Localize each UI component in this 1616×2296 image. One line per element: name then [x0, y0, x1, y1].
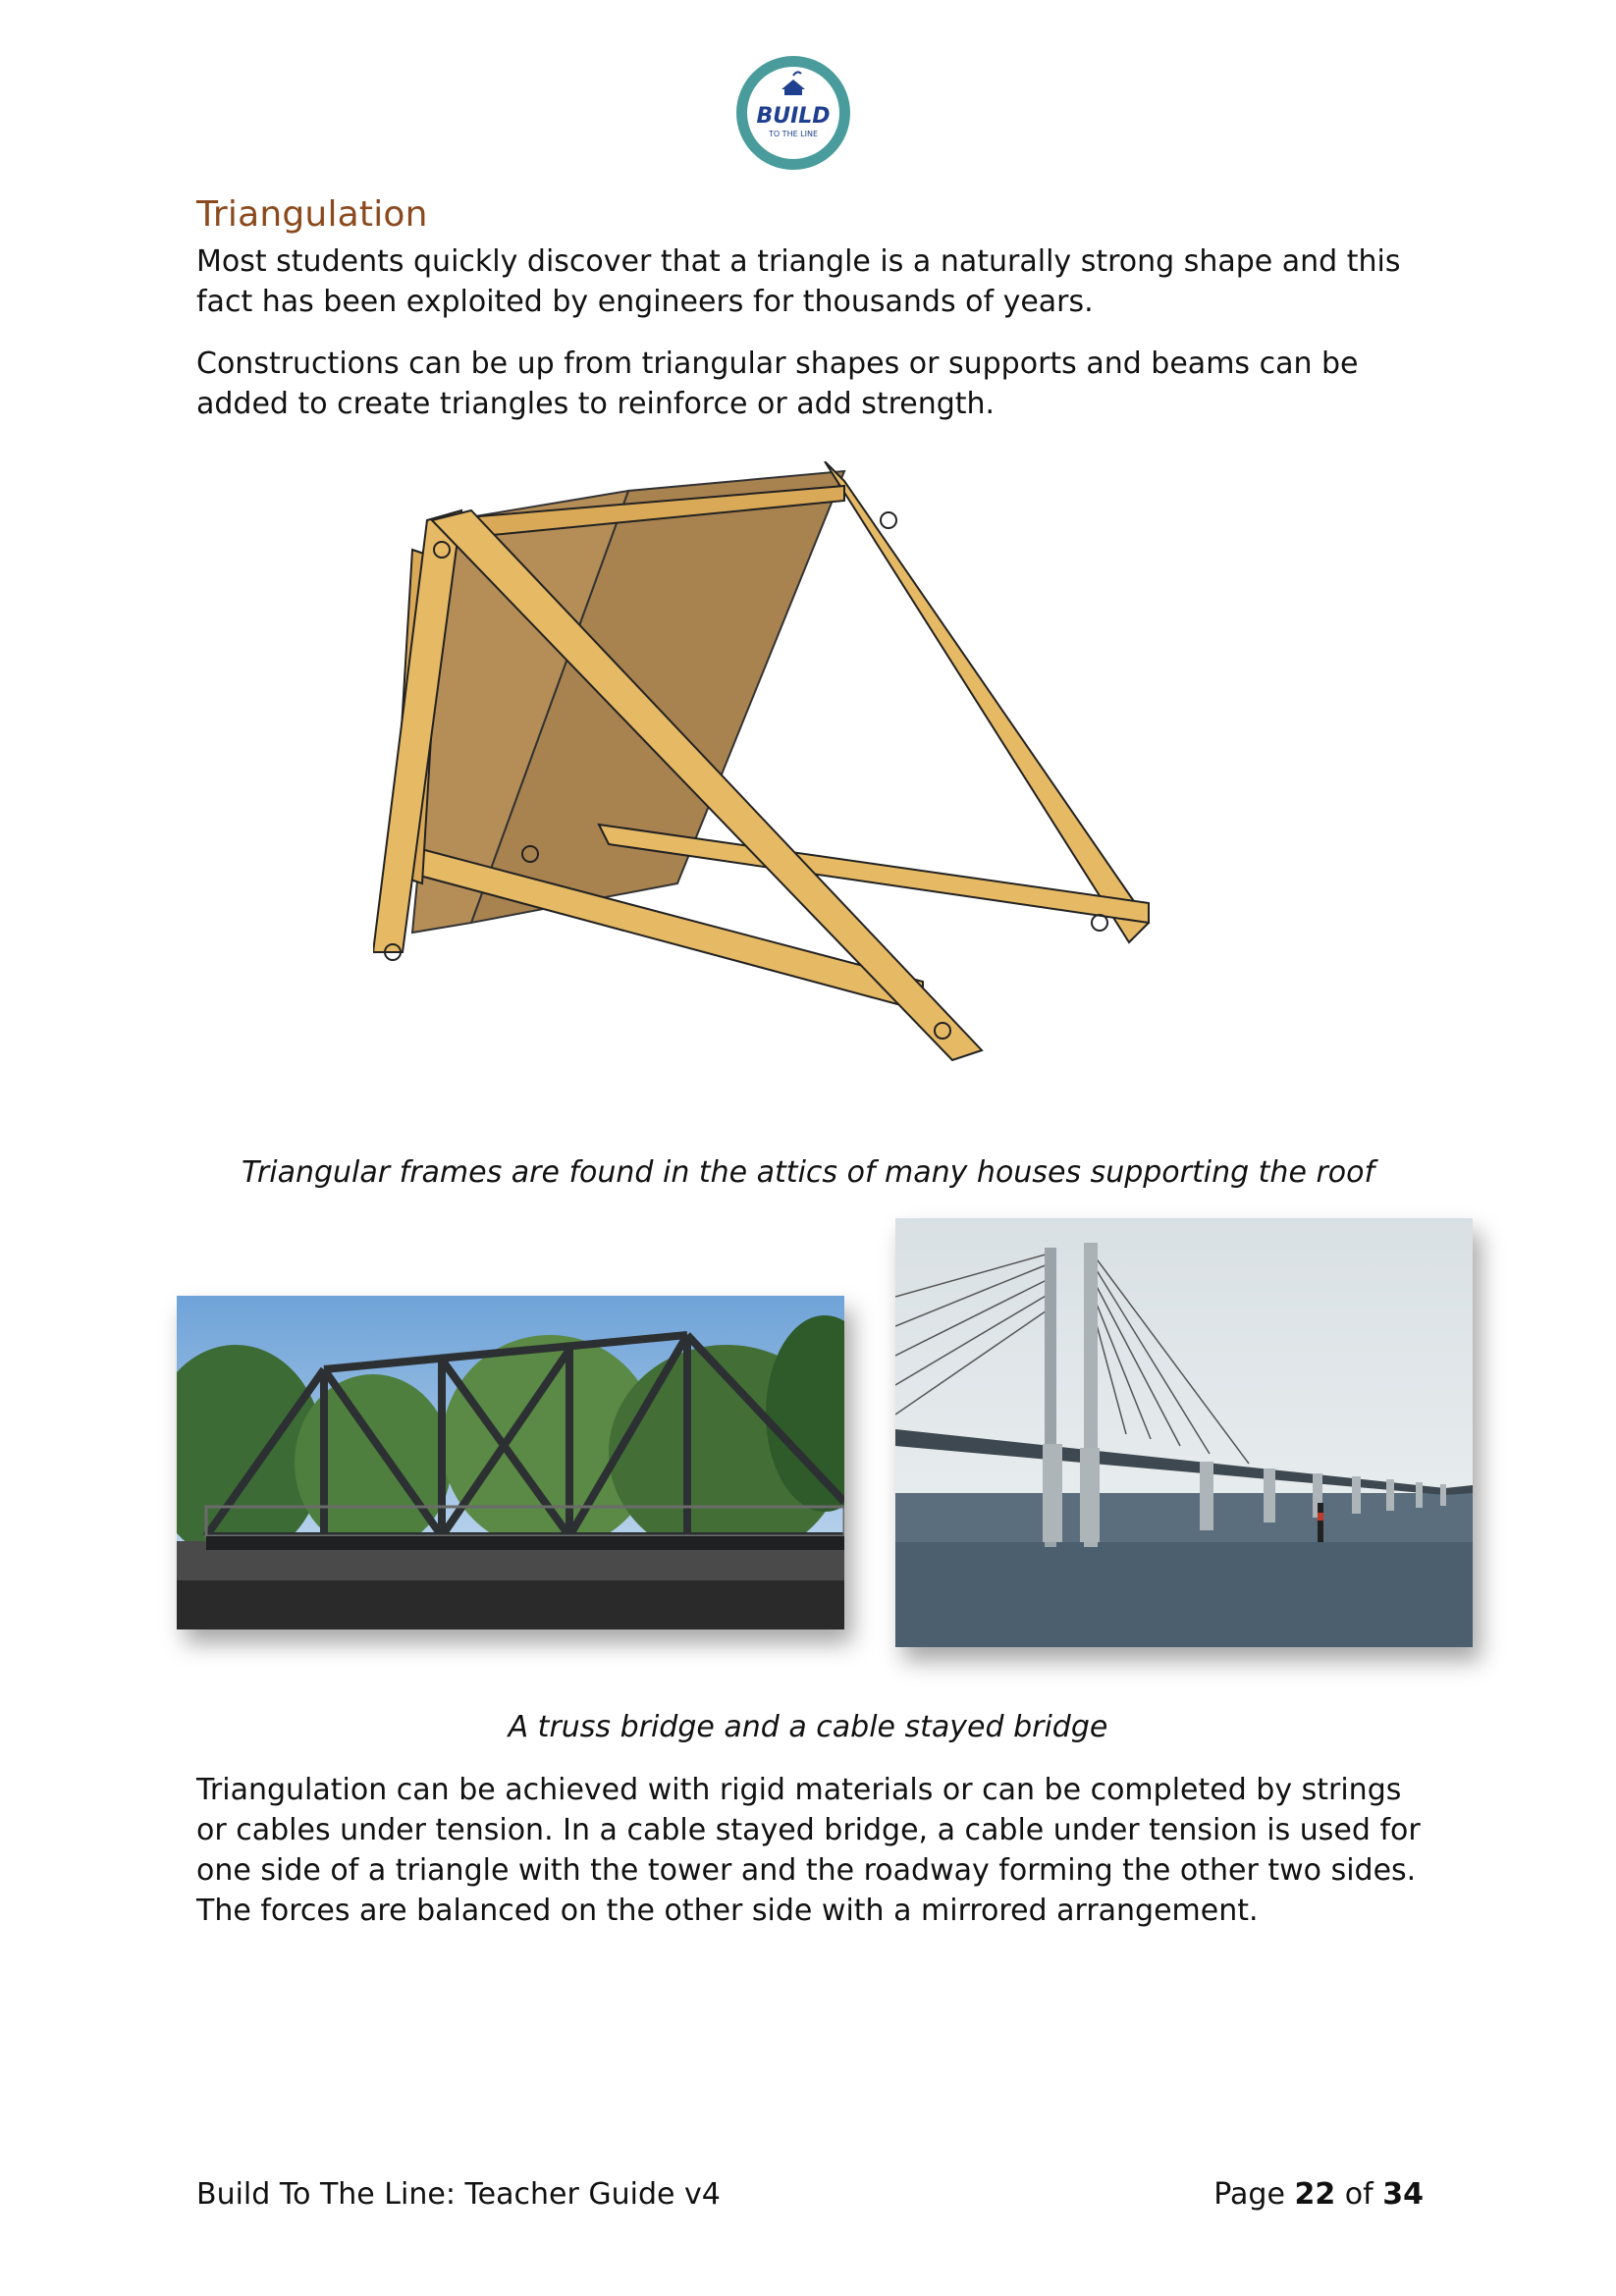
build-to-the-line-logo	[732, 52, 854, 174]
frame-caption: Triangular frames are found in the attics of many houses supporting the roof	[241, 1155, 1375, 1190]
footer-page-word: Page	[1213, 2177, 1285, 2212]
footer-page-current: 22	[1294, 2177, 1336, 2212]
bridges-caption: A truss bridge and a cable stayed bridge	[508, 1710, 1108, 1744]
section-heading: Triangulation	[196, 194, 428, 235]
paragraph-intro: Most students quickly discover that a triangle is a naturally strong shape and this fact has been exploited by engineers for thousands of years.	[196, 244, 1401, 319]
footer-page-of: of	[1344, 2177, 1374, 2212]
paragraph-cable-tension: Triangulation can be achieved with rigid materials or can be completed by strings or cables under tension. In a cable stayed bridge, a cable under tension is used for one side of a triangle with the tower and the roadway forming the other two sides. The forces are balanced on the other side with a mirrored arrangement.	[196, 1773, 1421, 1928]
logo-text-to-the-line: TO THE LINE	[768, 130, 819, 138]
footer-page-number	[1213, 2177, 1424, 2212]
cable-stayed-bridge-photo	[895, 1218, 1473, 1647]
footer-document-title: Build To The Line: Teacher Guide v4	[196, 2177, 721, 2212]
truss-bridge-photo	[177, 1296, 844, 1629]
paragraph-constructions: Constructions can be up from triangular shapes or supports and beams can be added to create triangles to reinforce or add strength.	[196, 347, 1359, 421]
logo-text-build: BUILD	[756, 104, 831, 129]
footer-page-total: 34	[1382, 2177, 1424, 2212]
triangular-frame-illustration	[373, 461, 1237, 1070]
